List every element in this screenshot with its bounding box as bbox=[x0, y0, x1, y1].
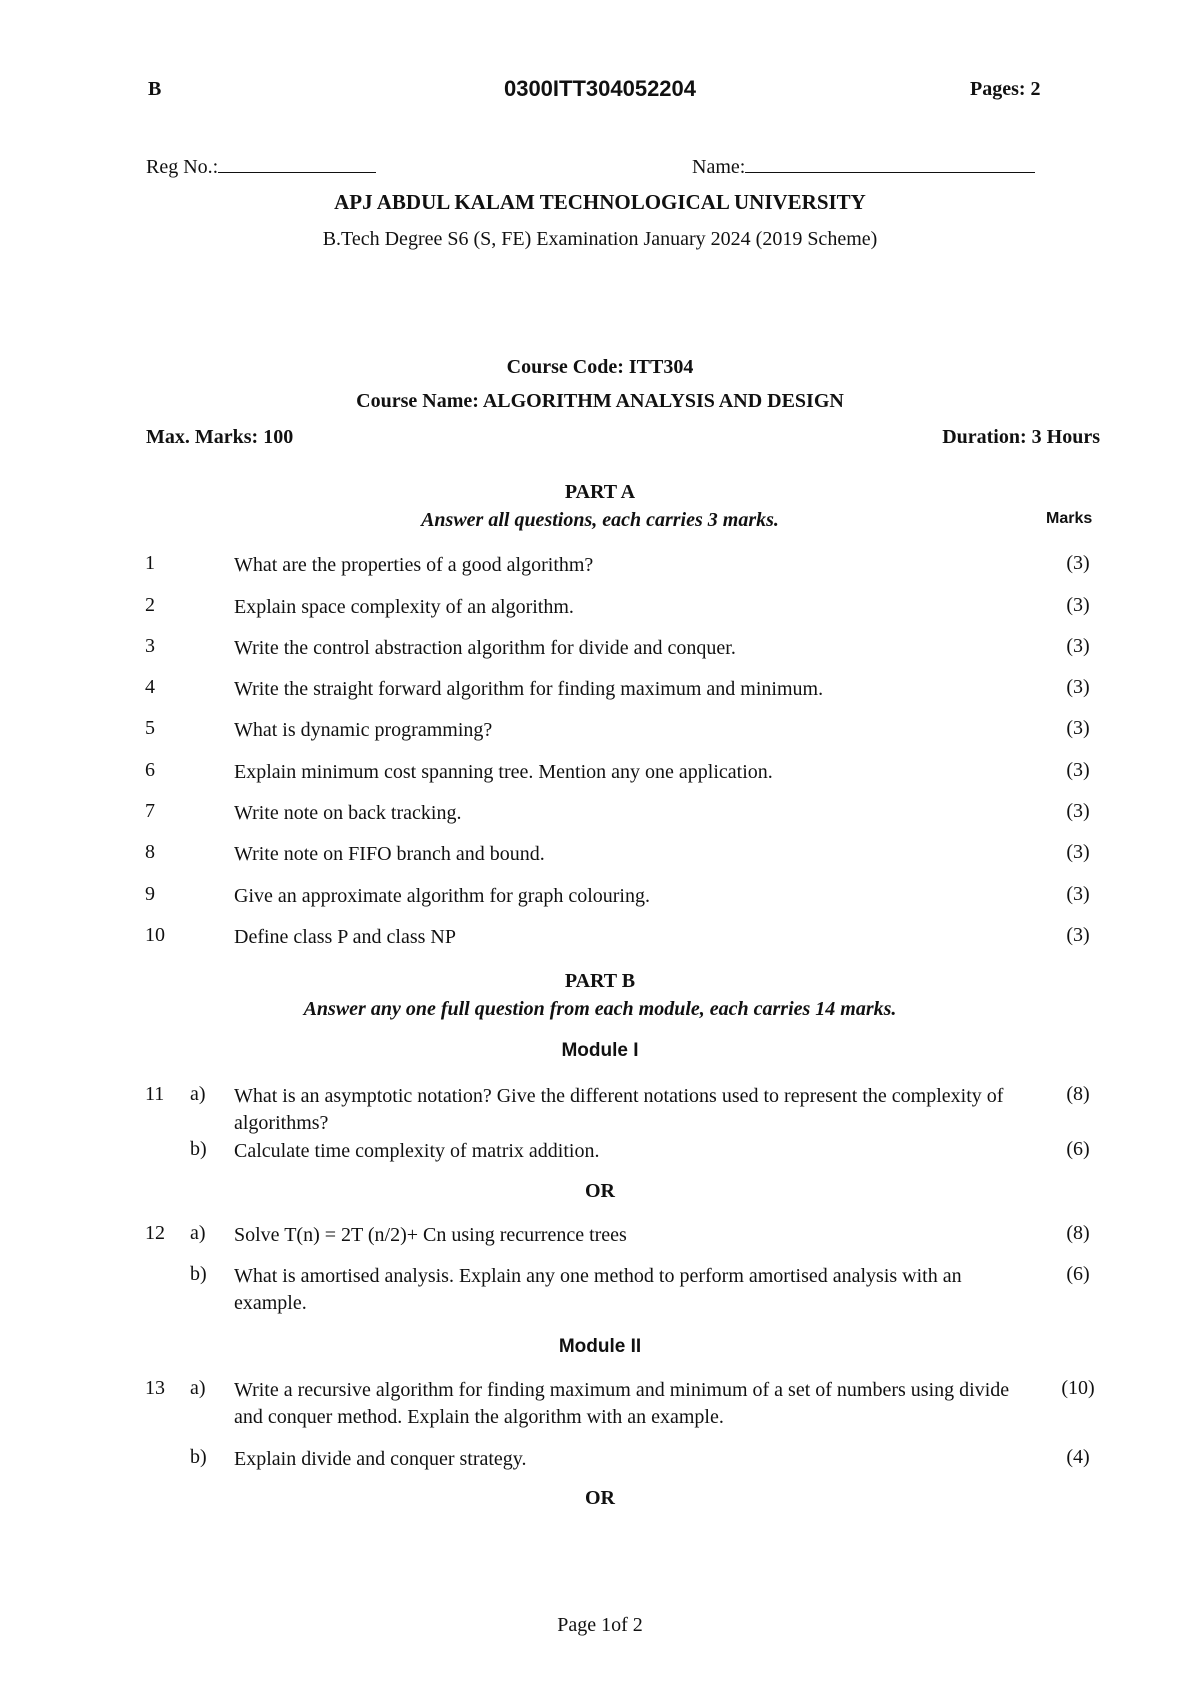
name-line bbox=[745, 154, 1035, 173]
question-marks: (6) bbox=[1066, 1263, 1090, 1285]
question-number: 8 bbox=[145, 841, 155, 863]
or-divider: OR bbox=[585, 1487, 615, 1509]
exam-title: B.Tech Degree S6 (S, FE) Examination January 2024 (2019 Scheme) bbox=[322, 228, 878, 250]
question-row bbox=[0, 924, 1200, 954]
reg-no-field bbox=[146, 154, 376, 179]
question-sub: a) bbox=[190, 1377, 206, 1399]
or-divider: OR bbox=[585, 1180, 615, 1202]
question-number: 12 bbox=[145, 1222, 165, 1244]
question-marks: (3) bbox=[1066, 883, 1090, 905]
question-sub: a) bbox=[190, 1222, 206, 1244]
name-label: Name: bbox=[692, 156, 746, 178]
question-text: Write note on back tracking. bbox=[234, 802, 462, 824]
question-marks: (8) bbox=[1066, 1083, 1090, 1105]
duration: Duration: 3 Hours bbox=[942, 426, 1100, 448]
part-b-instruction: Answer any one full question from each module, each carries 14 marks. bbox=[303, 998, 897, 1020]
question-number: 7 bbox=[145, 800, 155, 822]
question-row bbox=[0, 1446, 1200, 1476]
question-number: 3 bbox=[145, 635, 155, 657]
course-code: Course Code: ITT304 bbox=[506, 356, 694, 378]
question-text: What is dynamic programming? bbox=[234, 719, 493, 741]
question-text: Explain divide and conquer strategy. bbox=[234, 1448, 527, 1470]
question-text: Give an approximate algorithm for graph colouring. bbox=[234, 885, 650, 907]
question-text: Calculate time complexity of matrix addition. bbox=[234, 1140, 600, 1162]
question-marks: (3) bbox=[1066, 594, 1090, 616]
part-a-title: PART A bbox=[564, 481, 636, 503]
question-marks: (8) bbox=[1066, 1222, 1090, 1244]
question-marks: (3) bbox=[1066, 759, 1090, 781]
question-row bbox=[0, 1222, 1200, 1252]
question-row bbox=[0, 1377, 1200, 1433]
question-marks: (3) bbox=[1066, 717, 1090, 739]
question-marks: (3) bbox=[1066, 676, 1090, 698]
question-text: Define class P and class NP bbox=[234, 926, 456, 948]
question-row bbox=[0, 759, 1200, 789]
question-text: What is amortised analysis. Explain any one method to perform amortised analysis with an example. bbox=[234, 1265, 962, 1314]
question-text: Explain minimum cost spanning tree. Mention any one application. bbox=[234, 761, 773, 783]
question-marks: (3) bbox=[1066, 635, 1090, 657]
question-number: 1 bbox=[145, 552, 155, 574]
module-1-heading: Module I bbox=[561, 1040, 639, 1061]
question-number: 4 bbox=[145, 676, 155, 698]
question-number: 9 bbox=[145, 883, 155, 905]
question-text: Write the straight forward algorithm for finding maximum and minimum. bbox=[234, 678, 824, 700]
question-marks: (3) bbox=[1066, 841, 1090, 863]
question-marks: (6) bbox=[1066, 1138, 1090, 1160]
question-sub: b) bbox=[190, 1263, 207, 1285]
paper-code: 0300ITT304052204 bbox=[503, 76, 697, 101]
question-text: Write a recursive algorithm for finding maximum and minimum of a set of numbers using divide and conquer method. Explain the algorithm with an example. bbox=[234, 1379, 1010, 1428]
question-sub: b) bbox=[190, 1138, 207, 1160]
question-row bbox=[0, 552, 1200, 582]
question-text: What is an asymptotic notation? Give the different notations used to represent the complexity of algorithms? bbox=[234, 1085, 1004, 1134]
part-b-title: PART B bbox=[564, 970, 636, 992]
question-marks: (10) bbox=[1061, 1377, 1095, 1399]
question-row bbox=[0, 635, 1200, 665]
question-sub: a) bbox=[190, 1083, 206, 1105]
question-row bbox=[0, 841, 1200, 871]
set-label: B bbox=[148, 78, 162, 100]
pages-label: Pages: 2 bbox=[970, 78, 1041, 100]
question-text: Write the control abstraction algorithm for divide and conquer. bbox=[234, 637, 736, 659]
question-sub: b) bbox=[190, 1446, 207, 1468]
question-marks: (4) bbox=[1066, 1446, 1090, 1468]
module-2-heading: Module II bbox=[558, 1336, 642, 1357]
course-name: Course Name: ALGORITHM ANALYSIS AND DESIGN bbox=[356, 390, 844, 412]
marks-header: Marks bbox=[1046, 510, 1093, 527]
question-row bbox=[0, 1138, 1200, 1168]
question-row bbox=[0, 800, 1200, 830]
reg-no-line bbox=[218, 154, 376, 173]
question-number: 13 bbox=[145, 1377, 165, 1399]
question-marks: (3) bbox=[1066, 924, 1090, 946]
question-text: Explain space complexity of an algorithm. bbox=[234, 596, 574, 618]
question-number: 10 bbox=[145, 924, 165, 946]
question-row bbox=[0, 676, 1200, 706]
reg-no-label: Reg No.: bbox=[146, 156, 219, 178]
page-footer: Page 1of 2 bbox=[557, 1614, 643, 1636]
question-number: 6 bbox=[145, 759, 155, 781]
question-row bbox=[0, 883, 1200, 913]
part-a-instruction: Answer all questions, each carries 3 marks. bbox=[421, 509, 779, 531]
question-text: What are the properties of a good algorithm? bbox=[234, 554, 594, 576]
question-marks: (3) bbox=[1066, 552, 1090, 574]
question-text: Solve T(n) = 2T (n/2)+ Cn using recurrence trees bbox=[234, 1224, 627, 1246]
question-row bbox=[0, 717, 1200, 747]
question-text: Write note on FIFO branch and bound. bbox=[234, 843, 545, 865]
question-marks: (3) bbox=[1066, 800, 1090, 822]
question-number: 11 bbox=[145, 1083, 165, 1105]
question-number: 2 bbox=[145, 594, 155, 616]
question-row bbox=[0, 1083, 1200, 1139]
max-marks: Max. Marks: 100 bbox=[146, 426, 294, 448]
question-row bbox=[0, 1263, 1200, 1319]
question-row bbox=[0, 594, 1200, 624]
university-name: APJ ABDUL KALAM TECHNOLOGICAL UNIVERSITY bbox=[334, 190, 866, 214]
question-number: 5 bbox=[145, 717, 155, 739]
name-field bbox=[692, 154, 1035, 179]
